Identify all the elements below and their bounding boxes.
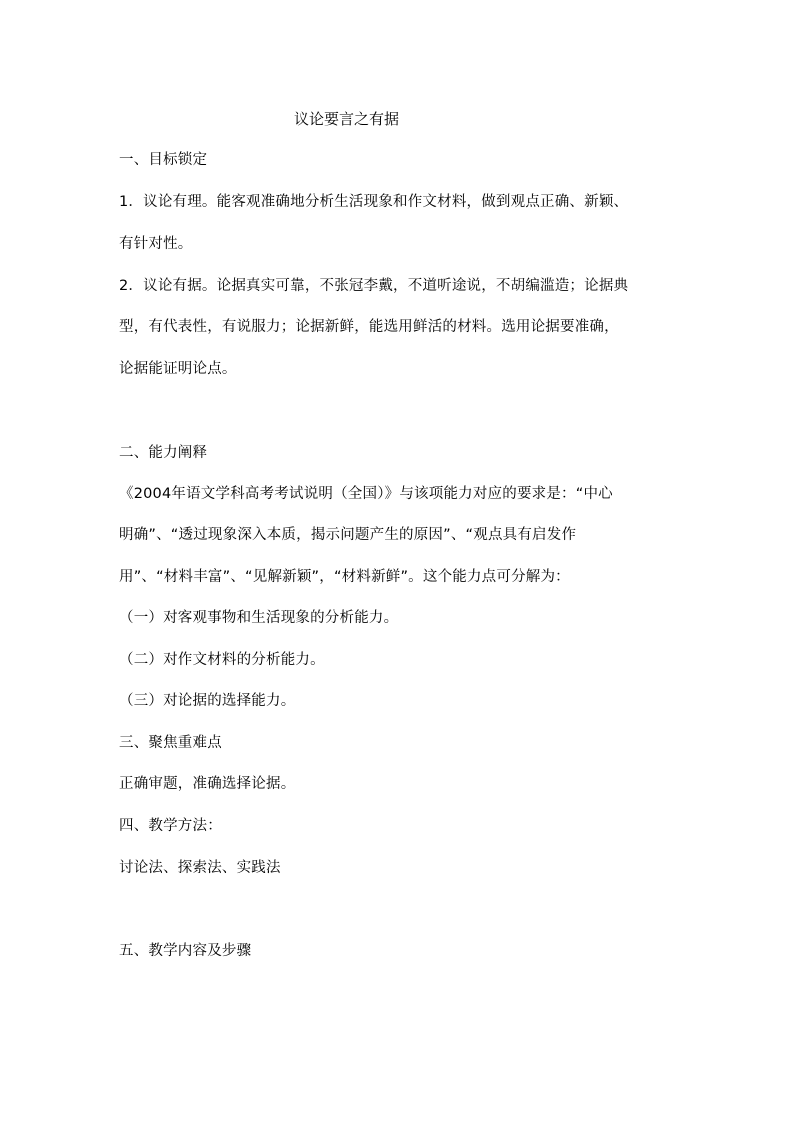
goal-item-2: 2．议论有据。论据真实可靠，不张冠李戴，不道听途说，不胡编滥造；论据典 (119, 278, 629, 294)
goal-item-2-cont-2: 论据能证明论点。 (119, 361, 237, 377)
goal-item-2-cont-1: 型，有代表性，有说服力；论据新鲜，能选用鲜活的材料。选用论据要准确， (119, 319, 619, 335)
ability-paragraph-line-3: 用”、“材料丰富”、“见解新颖”，“材料新鲜”。这个能力点可分解为： (119, 569, 570, 585)
focus-content: 正确审题，准确选择论据。 (119, 776, 296, 792)
goal-item-1: 1．议论有理。能客观准确地分析生活现象和作文材料，做到观点正确、新颖、 (119, 194, 629, 210)
ability-paragraph-line-2: 明确”、“透过现象深入本质，揭示问题产生的原因”、“观点具有启发作 (119, 527, 577, 543)
ability-item-2: （二）对作文材料的分析能力。 (119, 652, 325, 668)
section-heading-focus: 三、聚焦重难点 (119, 735, 222, 751)
goal-item-1-cont: 有针对性。 (119, 236, 193, 252)
methods-content: 讨论法、探索法、实践法 (119, 860, 281, 876)
ability-item-3: （三）对论据的选择能力。 (119, 693, 296, 709)
ability-paragraph-line-1: 《2004年语文学科高考考试说明（全国）》与该项能力对应的要求是：“中心 (119, 486, 613, 502)
section-heading-methods: 四、教学方法： (119, 818, 222, 834)
document-title: 议论要言之有据 (294, 110, 400, 128)
section-heading-content-steps: 五、教学内容及步骤 (119, 943, 252, 959)
section-heading-ability: 二、能力阐释 (119, 445, 208, 461)
section-heading-goals: 一、目标锁定 (119, 152, 208, 168)
ability-item-1: （一）对客观事物和生活现象的分析能力。 (119, 610, 399, 626)
